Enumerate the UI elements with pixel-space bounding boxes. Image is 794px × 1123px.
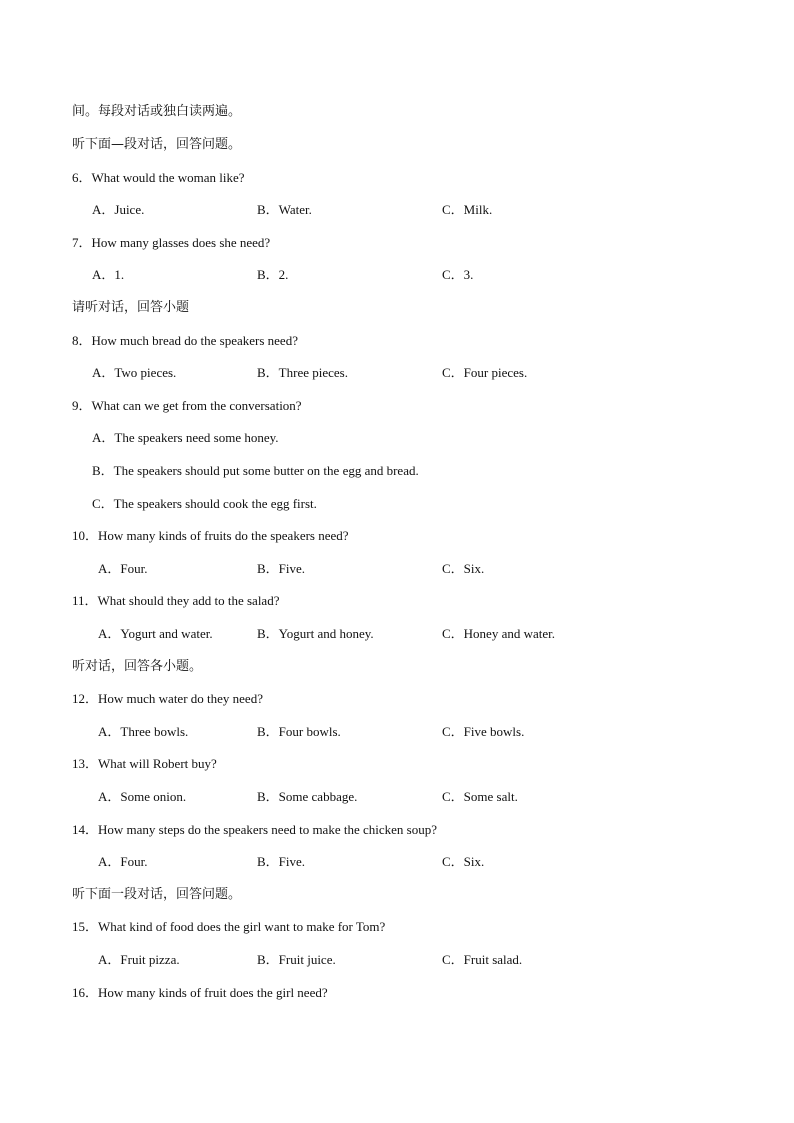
option-a: A．Some onion. bbox=[98, 789, 187, 804]
question-10: 10．How many kinds of fruits do the speakers need? bbox=[72, 528, 349, 543]
question-6: 6．What would the woman like? bbox=[72, 170, 245, 185]
option-a: A．Two pieces. bbox=[92, 365, 177, 380]
option-b: B．Fruit juice. bbox=[257, 952, 336, 967]
option-b: B．Three pieces. bbox=[257, 365, 348, 380]
options-q11 bbox=[98, 626, 794, 642]
option-c: C．Four pieces. bbox=[442, 365, 528, 380]
option-c: C．3. bbox=[442, 267, 474, 282]
options-q13 bbox=[98, 789, 794, 805]
options-q10 bbox=[98, 561, 794, 577]
option-c: C．Six. bbox=[442, 561, 485, 576]
section-instruction-2: 请听对话，回答小题 bbox=[72, 300, 190, 315]
option-a: A．Yogurt and water. bbox=[98, 626, 213, 641]
options-q14 bbox=[98, 854, 794, 870]
option-b: B．Five. bbox=[257, 854, 306, 869]
question-14: 14．How many steps do the speakers need to make the chicken soup? bbox=[72, 822, 437, 837]
option-b: B．Five. bbox=[257, 561, 306, 576]
question-7: 7．How many glasses does she need? bbox=[72, 235, 271, 250]
option-a: A．1. bbox=[92, 267, 125, 282]
option-b: B．The speakers should put some butter on the egg and bread. bbox=[92, 463, 419, 478]
instruction-continuation: 间。每段对话或独白读两遍。 bbox=[72, 104, 242, 119]
section-instruction-4: 听下面一段对话，回答问题。 bbox=[72, 887, 242, 902]
section-instruction-1: 听下面—段对话，回答问题。 bbox=[72, 137, 242, 152]
option-b: B．2. bbox=[257, 267, 289, 282]
option-c: C．Six. bbox=[442, 854, 485, 869]
option-b: B．Water. bbox=[257, 202, 312, 217]
option-a: A．Four. bbox=[98, 854, 148, 869]
options-q15 bbox=[98, 952, 794, 968]
option-a: A．Four. bbox=[98, 561, 148, 576]
option-c: C．Some salt. bbox=[442, 789, 518, 804]
option-b: B．Yogurt and honey. bbox=[257, 626, 374, 641]
option-c: C．The speakers should cook the egg first. bbox=[92, 496, 317, 511]
section-instruction-3: 听对话，回答各小题。 bbox=[72, 659, 203, 674]
options-q6 bbox=[92, 202, 792, 218]
option-c: C．Fruit salad. bbox=[442, 952, 523, 967]
options-q12 bbox=[98, 724, 794, 740]
question-8: 8．How much bread do the speakers need? bbox=[72, 333, 298, 348]
question-15: 15．What kind of food does the girl want to make for Tom? bbox=[72, 919, 386, 934]
option-c: C．Honey and water. bbox=[442, 626, 556, 641]
option-a: A．Three bowls. bbox=[98, 724, 189, 739]
question-11: 11．What should they add to the salad? bbox=[72, 593, 280, 608]
option-b: B．Some cabbage. bbox=[257, 789, 358, 804]
option-a: A．Fruit pizza. bbox=[98, 952, 180, 967]
question-9: 9．What can we get from the conversation? bbox=[72, 398, 302, 413]
option-a: A．The speakers need some honey. bbox=[92, 430, 279, 445]
options-q7 bbox=[92, 267, 792, 283]
question-12: 12．How much water do they need? bbox=[72, 691, 263, 706]
option-a: A．Juice. bbox=[92, 202, 145, 217]
question-13: 13．What will Robert buy? bbox=[72, 756, 217, 771]
options-q8 bbox=[92, 365, 792, 381]
option-c: C．Milk. bbox=[442, 202, 493, 217]
option-c: C．Five bowls. bbox=[442, 724, 525, 739]
question-16: 16．How many kinds of fruit does the girl need? bbox=[72, 985, 328, 1000]
option-b: B．Four bowls. bbox=[257, 724, 341, 739]
